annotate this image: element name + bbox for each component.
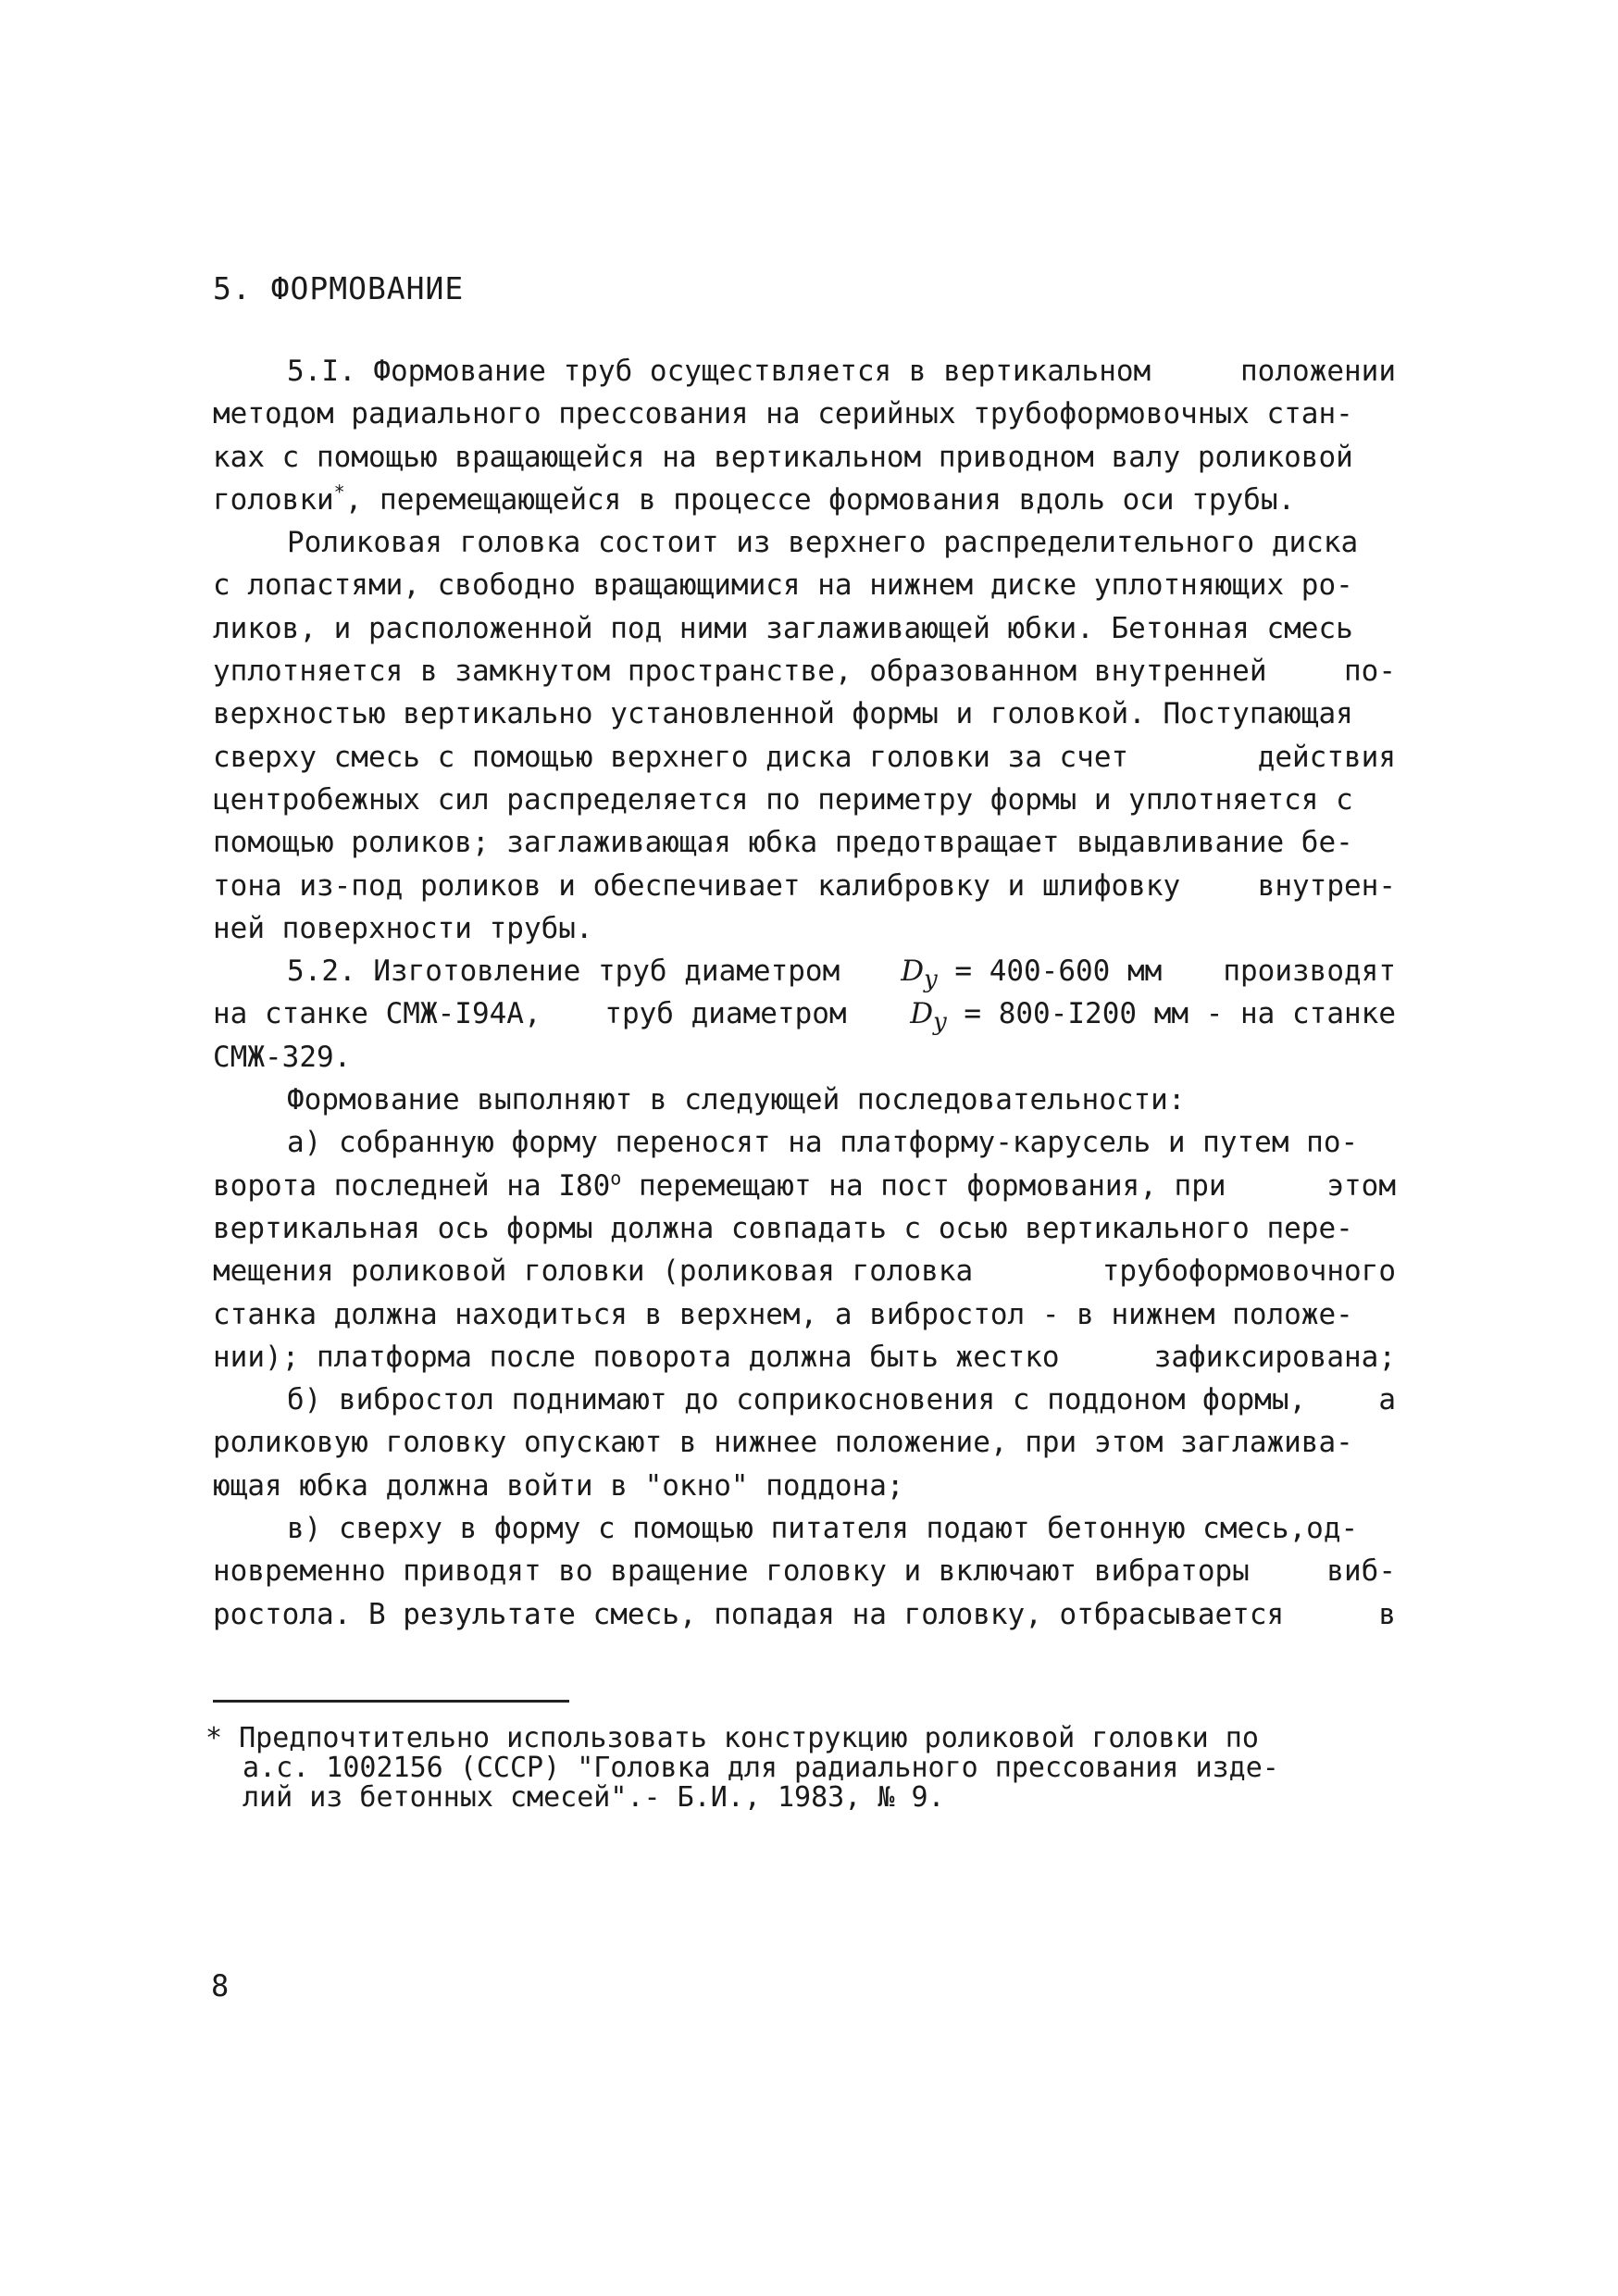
text-line: ней поверхности трубы. xyxy=(213,911,593,945)
text-line: тона из-под роликов и обеспечивает калибровку и шлифовку внутрен- xyxy=(213,868,1396,903)
text-line: вертикальная ось формы должна совпадать с осью вертикального пере- xyxy=(213,1211,1353,1245)
text-line: СМЖ-329. xyxy=(213,1040,352,1074)
text-line: на станке СМЖ-I94А, труб диаметром $D_y = 800-I200$ мм - на станке xyxy=(213,997,1396,1037)
text-line: верхностью вертикально установленной формы и головкой. Поступающая xyxy=(213,697,1353,731)
text-line: станка должна находиться в верхнем, а вибростол - в нижнем положе- xyxy=(213,1297,1353,1331)
text-line: б) вибростол поднимают до соприкосновения с поддоном формы, а xyxy=(287,1383,1396,1417)
text-line: мещения роликовой головки (роликовая головка трубоформовочного xyxy=(213,1254,1396,1289)
text-line: роликовую головку опускают в нижнее положение, при этом заглажива- xyxy=(213,1426,1353,1460)
footnote-divider xyxy=(213,1700,569,1703)
text-line: 5.I. Формование труб осуществляется в вертикальном положении xyxy=(287,355,1396,388)
footnote-mark: * xyxy=(205,1722,223,1754)
text-line: в) сверху в форму с помощью питателя подают бетонную смесь,од- xyxy=(287,1512,1359,1546)
text-line: нии); платформа после поворота должна быть жестко зафиксирована; xyxy=(213,1340,1396,1374)
text-line: ворота последней на $I80^о$ перемещают на пост формования, при этом xyxy=(213,1167,1396,1203)
text-line: помощью роликов; заглаживающая юбка предотвращает выдавливание бе- xyxy=(213,826,1353,860)
diameter-symbol: D xyxy=(901,955,925,989)
text-line: методом радиального прессования на серийных трубоформовочных стан- xyxy=(213,397,1353,431)
section-body xyxy=(213,350,1396,1636)
text-line: сверху смесь с помощью верхнего диска головки за счет действия xyxy=(213,740,1396,774)
text-line: центробежных сил распределяется по периметру формы и уплотняется с xyxy=(213,782,1353,817)
text-line: головки*, перемещающейся в процессе формования вдоль оси трубы. xyxy=(213,480,1296,517)
text-line: 5.2. Изготовление труб диаметром $D_y = 400-600$ мм производят xyxy=(287,955,1396,994)
text-line: а) собранную форму переносят на платформу-карусель и путем по- xyxy=(287,1126,1359,1160)
text-line: ростола. В результате смесь, попадая на головку, отбрасывается в xyxy=(213,1597,1396,1631)
text-line: с лопастями, свободно вращающимися на нижнем диске уплотняющих ро- xyxy=(213,568,1353,603)
text-line: Роликовая головка состоит из верхнего распределительного диска xyxy=(287,526,1359,560)
text-line: Формование выполняют в следующей последовательности: xyxy=(287,1083,1186,1117)
text-line: новременно приводят во вращение головку и включают вибраторы виб- xyxy=(213,1554,1396,1589)
section-heading: 5. ФОРМОВАНИЕ xyxy=(213,270,465,306)
footnote: * Предпочтительно использовать конструкцию роликовой головки по а.с. 1002156 (СССР) "Головка для радиального прессования изде- лий из бетонных смесей".- Б.И., 1983, № 9. xyxy=(205,1722,1279,1814)
diameter-symbol: D xyxy=(910,997,934,1031)
text-line: ющая юбка должна войти в "окно" поддона; xyxy=(213,1468,904,1503)
page-number: 8 xyxy=(211,1968,230,2003)
text-line: ликов, и расположенной под ними заглаживающей юбки. Бетонная смесь xyxy=(213,611,1353,645)
text-line: ках с помощью вращающейся на вертикальном приводном валу роликовой xyxy=(213,440,1353,474)
text-line: уплотняется в замкнутом пространстве, образованном внутренней по- xyxy=(213,655,1396,689)
footnote-reference: * xyxy=(333,480,345,504)
